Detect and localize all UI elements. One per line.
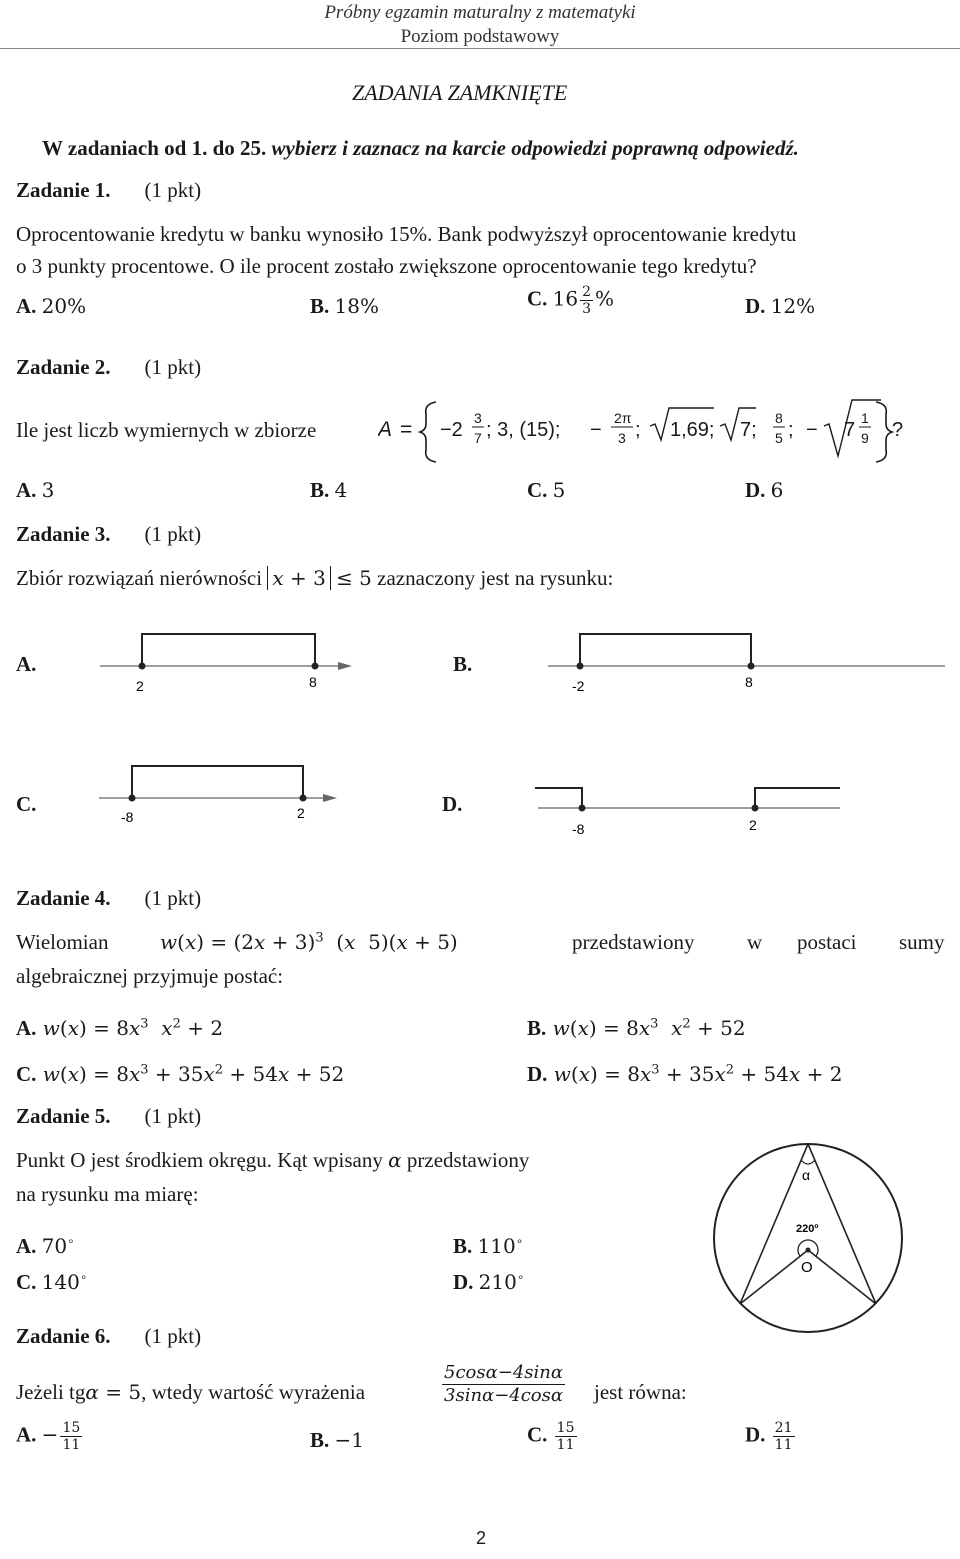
number-line-d (530, 768, 870, 838)
task-5-answer-c: C. 140∘ (16, 1270, 88, 1294)
task-2-heading: Zadanie 2. (1 pkt) (16, 355, 202, 379)
svg-text:A: A (378, 418, 393, 441)
svg-text:; 3, (15);: ; 3, (15); (486, 419, 561, 441)
angle-label: 220º (796, 1223, 819, 1235)
task-1-text-line2: o 3 punkty procentowe. O ile procent zostało zwiększone oprocentowanie tego kredytu? (16, 254, 757, 278)
set-formula (378, 396, 908, 466)
task-4-answer-b: B. $w(x) = 8x^3$ $x^2 + 52$ (527, 1016, 746, 1040)
task-6-heading: Zadanie 6. (1 pkt) (16, 1324, 202, 1348)
header-rule (0, 48, 960, 49)
task-4-answer-d: D. $w(x) = 8x^3 + 35x^2 + 54x + 2$ (527, 1062, 843, 1086)
tick-label: -2 (572, 678, 585, 694)
task-6-expression: $\frac{5\cos\alpha-4\sin\alpha}{3\sin\alpha-4\cos\alpha}$ (444, 1362, 564, 1406)
task-4-word-wielomian: Wielomian (16, 930, 109, 954)
task-1-answer-d: D. 12% (745, 294, 816, 318)
task-1-answer-a: A. 20% (16, 294, 87, 318)
task-4-answer-a: A. $w(x) = 8x^3$ $x^2 + 2$ (16, 1016, 224, 1040)
task-5-heading: Zadanie 5. (1 pkt) (16, 1104, 202, 1128)
center-label: O (801, 1259, 813, 1276)
task-3-label-d: D. (442, 792, 463, 816)
tick-label: -8 (121, 809, 134, 825)
task-2-set-expression (378, 396, 908, 472)
page-number: 2 (476, 1528, 487, 1548)
task-4-heading: Zadanie 4. (1 pkt) (16, 886, 202, 910)
task-3-heading: Zadanie 3. (1 pkt) (16, 522, 202, 546)
svg-text:7: 7 (844, 419, 856, 441)
task-3-label-a: A. (16, 652, 37, 676)
instruction: W zadaniach od 1. do 25. wybierz i zaznacz na karcie odpowiedzi poprawną odpowiedź. (42, 136, 799, 160)
svg-text:2π: 2π (614, 410, 632, 426)
section-title: ZADANIA ZAMKNIĘTE (352, 80, 568, 105)
task-4-word: sumy (899, 930, 945, 954)
header-title: Próbny egzamin maturalny z matematyki (324, 2, 636, 23)
task-1-answer-b: B. 18% (310, 294, 379, 318)
svg-text:9: 9 (861, 430, 869, 446)
task-4-word: przedstawiony (572, 930, 695, 954)
alpha-label: α (802, 1167, 811, 1183)
task-3-text: Zbiór rozwiązań nierówności x + 3 ≤ 5 zaznaczony jest na rysunku: (16, 566, 614, 590)
task-6-answer-a: A. − $\frac{15}{11}$ (16, 1420, 81, 1453)
tick-label: 2 (297, 805, 305, 821)
task-4-polynomial: $w(x) = (2x + 3)^3$ (x 5)(x + 5) (160, 930, 458, 954)
task-4-text-line2: algebraicznej przyjmuje postać: (16, 964, 284, 988)
task-1-heading: Zadanie 1. (1 pkt) (16, 178, 202, 202)
task-6-text-end: jest równa: (594, 1380, 687, 1404)
task-2-answer-d: D. 6 (745, 478, 784, 502)
svg-text:−: − (806, 419, 818, 441)
task-5-answer-a: A. 70∘ (16, 1234, 75, 1258)
task-1-text-line1: Oprocentowanie kredytu w banku wynosiło 15%. Bank podwyższył oprocentowanie kredytu (16, 222, 797, 246)
tick-label: 8 (309, 674, 317, 690)
task-6-answer-b: B. −1 (310, 1428, 365, 1452)
svg-text:;: ; (788, 419, 794, 441)
svg-text:3: 3 (618, 430, 626, 446)
task-1-answer-c: C. 16 $\frac{2}{3}$ % (527, 284, 615, 317)
task-4-word: w (747, 930, 763, 954)
task-5-text-line2: na rysunku ma miarę: (16, 1182, 199, 1206)
task-2-answer-b: B. 4 (310, 478, 348, 502)
svg-text:3: 3 (474, 410, 482, 426)
number-line-c (95, 760, 355, 830)
task-3-label-c: C. (16, 792, 37, 816)
tick-label: 2 (136, 678, 144, 694)
svg-text:1,69;: 1,69; (670, 419, 715, 441)
task-4-answer-c: C. $w(x) = 8x^3 + 35x^2 + 54x + 52$ (16, 1062, 345, 1086)
svg-text:7;: 7; (740, 419, 757, 441)
number-line-a (90, 628, 360, 698)
svg-text:7: 7 (474, 430, 482, 446)
svg-text:5: 5 (775, 430, 783, 446)
svg-text:?: ? (892, 419, 904, 441)
task-3-label-b: B. (453, 652, 473, 676)
tick-label: -8 (572, 821, 585, 837)
svg-text:1: 1 (861, 410, 869, 426)
task-4-word: postaci (797, 930, 857, 954)
svg-text:8: 8 (775, 410, 783, 426)
task-2-text: Ile jest liczb wymiernych w zbiorze (16, 418, 317, 442)
task-2-answer-a: A. 3 (16, 478, 55, 502)
task-6-text: Jeżeli tgα = 5, wtedy wartość wyrażenia (16, 1380, 366, 1404)
task-5-text-line1: Punkt O jest środkiem okręgu. Kąt wpisany α przedstawiony (16, 1148, 530, 1172)
tick-label: 8 (745, 674, 753, 690)
task-6-answer-d: D. $\frac{21}{11}$ (745, 1420, 793, 1453)
circle-figure (705, 1140, 915, 1340)
task-5-answer-b: B. 110∘ (453, 1234, 524, 1258)
number-line-b (540, 628, 960, 698)
svg-text:−: − (590, 419, 602, 441)
svg-text:−2: −2 (440, 419, 463, 441)
svg-text:=: = (400, 418, 413, 441)
svg-text:;: ; (635, 419, 641, 441)
task-6-answer-c: C. $\frac{15}{11}$ (527, 1420, 575, 1453)
header-subtitle: Poziom podstawowy (400, 26, 560, 47)
tick-label: 2 (749, 817, 757, 833)
task-2-answer-c: C. 5 (527, 478, 566, 502)
task-5-answer-d: D. 210∘ (453, 1270, 525, 1294)
